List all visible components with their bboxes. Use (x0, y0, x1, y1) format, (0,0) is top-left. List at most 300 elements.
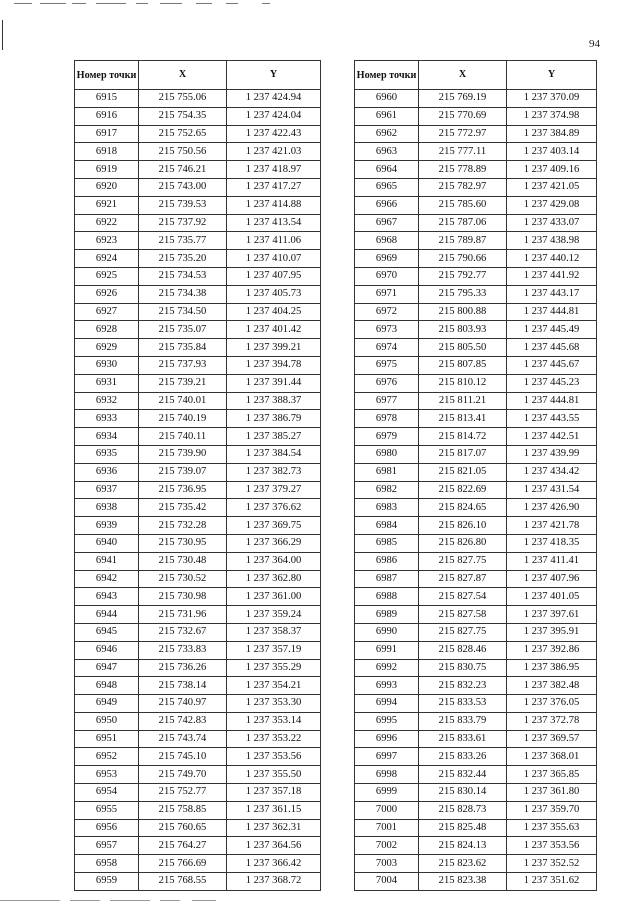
table-row (355, 374, 597, 392)
x-coordinate-cell: 215 811.21 (419, 392, 507, 410)
table-row (75, 161, 321, 179)
header-point-number: Номер точки (355, 61, 419, 90)
table-row (75, 303, 321, 321)
scan-top-marks (0, 0, 640, 8)
table-row (355, 855, 597, 873)
y-coordinate-cell: 1 237 353.56 (227, 748, 321, 766)
point-number-cell: 6919 (75, 161, 139, 179)
table-row (355, 303, 597, 321)
table-row (75, 196, 321, 214)
header-y: Y (507, 61, 597, 90)
y-coordinate-cell: 1 237 384.89 (507, 125, 597, 143)
x-coordinate-cell: 215 755.06 (139, 90, 227, 108)
x-coordinate-cell: 215 822.69 (419, 481, 507, 499)
point-number-cell: 6923 (75, 232, 139, 250)
y-coordinate-cell: 1 237 391.44 (227, 374, 321, 392)
point-number-cell: 6942 (75, 570, 139, 588)
point-number-cell: 6988 (355, 588, 419, 606)
x-coordinate-cell: 215 737.92 (139, 214, 227, 232)
point-number-cell: 6951 (75, 730, 139, 748)
point-number-cell: 6991 (355, 641, 419, 659)
x-coordinate-cell: 215 817.07 (419, 445, 507, 463)
x-coordinate-cell: 215 730.98 (139, 588, 227, 606)
y-coordinate-cell: 1 237 424.04 (227, 107, 321, 125)
table-row (75, 819, 321, 837)
table-row (75, 267, 321, 285)
y-coordinate-cell: 1 237 421.03 (227, 143, 321, 161)
y-coordinate-cell: 1 237 355.29 (227, 659, 321, 677)
y-coordinate-cell: 1 237 362.80 (227, 570, 321, 588)
point-number-cell: 6976 (355, 374, 419, 392)
point-number-cell: 6959 (75, 873, 139, 891)
table-row (355, 196, 597, 214)
x-coordinate-cell: 215 752.65 (139, 125, 227, 143)
point-number-cell: 6948 (75, 677, 139, 695)
x-coordinate-cell: 215 807.85 (419, 356, 507, 374)
table-row (75, 463, 321, 481)
point-number-cell: 6962 (355, 125, 419, 143)
table-row (75, 214, 321, 232)
y-coordinate-cell: 1 237 444.81 (507, 303, 597, 321)
table-row (355, 232, 597, 250)
point-number-cell: 6938 (75, 499, 139, 517)
y-coordinate-cell: 1 237 370.09 (507, 90, 597, 108)
x-coordinate-cell: 215 764.27 (139, 837, 227, 855)
point-number-cell: 6950 (75, 712, 139, 730)
y-coordinate-cell: 1 237 385.27 (227, 428, 321, 446)
point-number-cell: 6921 (75, 196, 139, 214)
x-coordinate-cell: 215 792.77 (419, 267, 507, 285)
table-row (75, 855, 321, 873)
y-coordinate-cell: 1 237 369.57 (507, 730, 597, 748)
table-row (355, 481, 597, 499)
table-row (75, 232, 321, 250)
point-number-cell: 6917 (75, 125, 139, 143)
y-coordinate-cell: 1 237 401.05 (507, 588, 597, 606)
table-row (355, 784, 597, 802)
y-coordinate-cell: 1 237 361.80 (507, 784, 597, 802)
y-coordinate-cell: 1 237 361.00 (227, 588, 321, 606)
point-number-cell: 6974 (355, 339, 419, 357)
point-number-cell: 6973 (355, 321, 419, 339)
table-row (75, 285, 321, 303)
y-coordinate-cell: 1 237 443.55 (507, 410, 597, 428)
table-row (75, 623, 321, 641)
point-number-cell: 6990 (355, 623, 419, 641)
table-row (75, 677, 321, 695)
table-row (75, 784, 321, 802)
point-number-cell: 6982 (355, 481, 419, 499)
y-coordinate-cell: 1 237 431.54 (507, 481, 597, 499)
x-coordinate-cell: 215 825.48 (419, 819, 507, 837)
y-coordinate-cell: 1 237 407.95 (227, 267, 321, 285)
point-number-cell: 6930 (75, 356, 139, 374)
y-coordinate-cell: 1 237 376.05 (507, 695, 597, 713)
x-coordinate-cell: 215 833.26 (419, 748, 507, 766)
table-row (355, 837, 597, 855)
table-row (355, 570, 597, 588)
point-number-cell: 6980 (355, 445, 419, 463)
table-row (75, 356, 321, 374)
point-number-cell: 7001 (355, 819, 419, 837)
x-coordinate-cell: 215 735.77 (139, 232, 227, 250)
table-row (355, 641, 597, 659)
table-row (75, 339, 321, 357)
y-coordinate-cell: 1 237 372.78 (507, 712, 597, 730)
table-row (75, 374, 321, 392)
table-row (355, 517, 597, 535)
y-coordinate-cell: 1 237 386.79 (227, 410, 321, 428)
y-coordinate-cell: 1 237 421.05 (507, 178, 597, 196)
table-row (75, 392, 321, 410)
point-number-cell: 6943 (75, 588, 139, 606)
x-coordinate-cell: 215 810.12 (419, 374, 507, 392)
point-number-cell: 6939 (75, 517, 139, 535)
table-row (75, 552, 321, 570)
y-coordinate-cell: 1 237 388.37 (227, 392, 321, 410)
y-coordinate-cell: 1 237 410.07 (227, 250, 321, 268)
x-coordinate-cell: 215 739.07 (139, 463, 227, 481)
x-coordinate-cell: 215 750.56 (139, 143, 227, 161)
table-row (75, 143, 321, 161)
table-body-left (75, 90, 321, 891)
point-number-cell: 6986 (355, 552, 419, 570)
table-row (355, 250, 597, 268)
x-coordinate-cell: 215 734.38 (139, 285, 227, 303)
table-row (355, 534, 597, 552)
point-number-cell: 6970 (355, 267, 419, 285)
point-number-cell: 6975 (355, 356, 419, 374)
table-row (75, 499, 321, 517)
y-coordinate-cell: 1 237 354.21 (227, 677, 321, 695)
x-coordinate-cell: 215 739.53 (139, 196, 227, 214)
table-row (75, 748, 321, 766)
x-coordinate-cell: 215 824.13 (419, 837, 507, 855)
x-coordinate-cell: 215 742.83 (139, 712, 227, 730)
y-coordinate-cell: 1 237 395.91 (507, 623, 597, 641)
scan-left-rule (2, 20, 3, 50)
table-row (355, 659, 597, 677)
header-y: Y (227, 61, 321, 90)
table-row (355, 285, 597, 303)
x-coordinate-cell: 215 740.97 (139, 695, 227, 713)
table-row (75, 606, 321, 624)
y-coordinate-cell: 1 237 392.86 (507, 641, 597, 659)
coordinates-table-left (74, 60, 321, 891)
x-coordinate-cell: 215 833.53 (419, 695, 507, 713)
y-coordinate-cell: 1 237 424.94 (227, 90, 321, 108)
point-number-cell: 6960 (355, 90, 419, 108)
table-row (75, 410, 321, 428)
table-row (355, 695, 597, 713)
point-number-cell: 6966 (355, 196, 419, 214)
x-coordinate-cell: 215 832.44 (419, 766, 507, 784)
y-coordinate-cell: 1 237 355.50 (227, 766, 321, 784)
x-coordinate-cell: 215 734.50 (139, 303, 227, 321)
point-number-cell: 6947 (75, 659, 139, 677)
table-row (75, 517, 321, 535)
table-row (355, 499, 597, 517)
point-number-cell: 6915 (75, 90, 139, 108)
point-number-cell: 6967 (355, 214, 419, 232)
x-coordinate-cell: 215 790.66 (419, 250, 507, 268)
point-number-cell: 7002 (355, 837, 419, 855)
y-coordinate-cell: 1 237 429.08 (507, 196, 597, 214)
y-coordinate-cell: 1 237 353.30 (227, 695, 321, 713)
x-coordinate-cell: 215 833.79 (419, 712, 507, 730)
table-row (355, 606, 597, 624)
table-row (75, 481, 321, 499)
point-number-cell: 6941 (75, 552, 139, 570)
y-coordinate-cell: 1 237 417.27 (227, 178, 321, 196)
table-row (75, 837, 321, 855)
point-number-cell: 6958 (75, 855, 139, 873)
y-coordinate-cell: 1 237 418.35 (507, 534, 597, 552)
y-coordinate-cell: 1 237 414.88 (227, 196, 321, 214)
point-number-cell: 6998 (355, 766, 419, 784)
x-coordinate-cell: 215 827.75 (419, 552, 507, 570)
table-row (75, 125, 321, 143)
point-number-cell: 6940 (75, 534, 139, 552)
point-number-cell: 6926 (75, 285, 139, 303)
x-coordinate-cell: 215 823.62 (419, 855, 507, 873)
y-coordinate-cell: 1 237 440.12 (507, 250, 597, 268)
point-number-cell: 6934 (75, 428, 139, 446)
point-number-cell: 7000 (355, 801, 419, 819)
x-coordinate-cell: 215 760.65 (139, 819, 227, 837)
x-coordinate-cell: 215 821.05 (419, 463, 507, 481)
x-coordinate-cell: 215 736.26 (139, 659, 227, 677)
x-coordinate-cell: 215 833.61 (419, 730, 507, 748)
table-row (75, 570, 321, 588)
table-row (355, 392, 597, 410)
x-coordinate-cell: 215 768.55 (139, 873, 227, 891)
point-number-cell: 6977 (355, 392, 419, 410)
table-row (75, 695, 321, 713)
point-number-cell: 6985 (355, 534, 419, 552)
x-coordinate-cell: 215 827.75 (419, 623, 507, 641)
y-coordinate-cell: 1 237 443.17 (507, 285, 597, 303)
y-coordinate-cell: 1 237 358.37 (227, 623, 321, 641)
x-coordinate-cell: 215 752.77 (139, 784, 227, 802)
y-coordinate-cell: 1 237 374.98 (507, 107, 597, 125)
point-number-cell: 6984 (355, 517, 419, 535)
x-coordinate-cell: 215 827.87 (419, 570, 507, 588)
header-point-number: Номер точки (75, 61, 139, 90)
point-number-cell: 6979 (355, 428, 419, 446)
table-row (355, 267, 597, 285)
point-number-cell: 6928 (75, 321, 139, 339)
x-coordinate-cell: 215 734.53 (139, 267, 227, 285)
point-number-cell: 6946 (75, 641, 139, 659)
table-row (75, 766, 321, 784)
point-number-cell: 7003 (355, 855, 419, 873)
table-row (355, 214, 597, 232)
table-row (355, 873, 597, 891)
x-coordinate-cell: 215 745.10 (139, 748, 227, 766)
y-coordinate-cell: 1 237 361.15 (227, 801, 321, 819)
point-number-cell: 6963 (355, 143, 419, 161)
table-row (355, 125, 597, 143)
y-coordinate-cell: 1 237 368.01 (507, 748, 597, 766)
y-coordinate-cell: 1 237 379.27 (227, 481, 321, 499)
point-number-cell: 6956 (75, 819, 139, 837)
y-coordinate-cell: 1 237 434.42 (507, 463, 597, 481)
x-coordinate-cell: 215 749.70 (139, 766, 227, 784)
point-number-cell: 6944 (75, 606, 139, 624)
x-coordinate-cell: 215 740.01 (139, 392, 227, 410)
table-row (75, 712, 321, 730)
point-number-cell: 6922 (75, 214, 139, 232)
x-coordinate-cell: 215 823.38 (419, 873, 507, 891)
y-coordinate-cell: 1 237 376.62 (227, 499, 321, 517)
table-row (75, 321, 321, 339)
point-number-cell: 6954 (75, 784, 139, 802)
point-number-cell: 6924 (75, 250, 139, 268)
table-row (75, 534, 321, 552)
x-coordinate-cell: 215 795.33 (419, 285, 507, 303)
table-row (355, 766, 597, 784)
y-coordinate-cell: 1 237 353.14 (227, 712, 321, 730)
x-coordinate-cell: 215 828.46 (419, 641, 507, 659)
y-coordinate-cell: 1 237 357.19 (227, 641, 321, 659)
y-coordinate-cell: 1 237 386.95 (507, 659, 597, 677)
x-coordinate-cell: 215 814.72 (419, 428, 507, 446)
y-coordinate-cell: 1 237 352.52 (507, 855, 597, 873)
table-row (355, 356, 597, 374)
point-number-cell: 6945 (75, 623, 139, 641)
x-coordinate-cell: 215 830.14 (419, 784, 507, 802)
y-coordinate-cell: 1 237 359.70 (507, 801, 597, 819)
x-coordinate-cell: 215 803.93 (419, 321, 507, 339)
table-body-right (355, 90, 597, 891)
y-coordinate-cell: 1 237 441.92 (507, 267, 597, 285)
x-coordinate-cell: 215 743.74 (139, 730, 227, 748)
point-number-cell: 6935 (75, 445, 139, 463)
table-row (75, 445, 321, 463)
page-number: 94 (589, 38, 600, 50)
point-number-cell: 6996 (355, 730, 419, 748)
point-number-cell: 6965 (355, 178, 419, 196)
y-coordinate-cell: 1 237 384.54 (227, 445, 321, 463)
point-number-cell: 6968 (355, 232, 419, 250)
point-number-cell: 6992 (355, 659, 419, 677)
x-coordinate-cell: 215 739.21 (139, 374, 227, 392)
y-coordinate-cell: 1 237 426.90 (507, 499, 597, 517)
table-row (75, 801, 321, 819)
header-x: X (139, 61, 227, 90)
y-coordinate-cell: 1 237 365.85 (507, 766, 597, 784)
point-number-cell: 6972 (355, 303, 419, 321)
x-coordinate-cell: 215 789.87 (419, 232, 507, 250)
table-row (75, 90, 321, 108)
y-coordinate-cell: 1 237 401.42 (227, 321, 321, 339)
point-number-cell: 6925 (75, 267, 139, 285)
y-coordinate-cell: 1 237 433.07 (507, 214, 597, 232)
point-number-cell: 6971 (355, 285, 419, 303)
y-coordinate-cell: 1 237 445.68 (507, 339, 597, 357)
y-coordinate-cell: 1 237 407.96 (507, 570, 597, 588)
header-x: X (419, 61, 507, 90)
x-coordinate-cell: 215 736.95 (139, 481, 227, 499)
y-coordinate-cell: 1 237 355.63 (507, 819, 597, 837)
point-number-cell: 6989 (355, 606, 419, 624)
table-row (355, 143, 597, 161)
scan-bottom-marks (0, 898, 640, 904)
x-coordinate-cell: 215 832.23 (419, 677, 507, 695)
point-number-cell: 6969 (355, 250, 419, 268)
y-coordinate-cell: 1 237 351.62 (507, 873, 597, 891)
x-coordinate-cell: 215 758.85 (139, 801, 227, 819)
table-row (75, 428, 321, 446)
x-coordinate-cell: 215 769.19 (419, 90, 507, 108)
x-coordinate-cell: 215 826.80 (419, 534, 507, 552)
y-coordinate-cell: 1 237 439.99 (507, 445, 597, 463)
y-coordinate-cell: 1 237 405.73 (227, 285, 321, 303)
point-number-cell: 6995 (355, 712, 419, 730)
x-coordinate-cell: 215 800.88 (419, 303, 507, 321)
table-row (75, 659, 321, 677)
coordinates-table-right (354, 60, 597, 891)
x-coordinate-cell: 215 766.69 (139, 855, 227, 873)
x-coordinate-cell: 215 730.95 (139, 534, 227, 552)
table-row (355, 321, 597, 339)
y-coordinate-cell: 1 237 353.56 (507, 837, 597, 855)
point-number-cell: 6933 (75, 410, 139, 428)
y-coordinate-cell: 1 237 366.42 (227, 855, 321, 873)
x-coordinate-cell: 215 805.50 (419, 339, 507, 357)
y-coordinate-cell: 1 237 382.48 (507, 677, 597, 695)
point-number-cell: 6937 (75, 481, 139, 499)
point-number-cell: 6983 (355, 499, 419, 517)
y-coordinate-cell: 1 237 403.14 (507, 143, 597, 161)
y-coordinate-cell: 1 237 366.29 (227, 534, 321, 552)
y-coordinate-cell: 1 237 364.56 (227, 837, 321, 855)
table-row (355, 161, 597, 179)
x-coordinate-cell: 215 787.06 (419, 214, 507, 232)
x-coordinate-cell: 215 772.97 (419, 125, 507, 143)
y-coordinate-cell: 1 237 411.41 (507, 552, 597, 570)
x-coordinate-cell: 215 733.83 (139, 641, 227, 659)
table-row (355, 410, 597, 428)
x-coordinate-cell: 215 731.96 (139, 606, 227, 624)
table-row (355, 552, 597, 570)
table-header-row (75, 61, 321, 90)
x-coordinate-cell: 215 739.90 (139, 445, 227, 463)
x-coordinate-cell: 215 743.00 (139, 178, 227, 196)
y-coordinate-cell: 1 237 364.00 (227, 552, 321, 570)
y-coordinate-cell: 1 237 394.78 (227, 356, 321, 374)
y-coordinate-cell: 1 237 353.22 (227, 730, 321, 748)
y-coordinate-cell: 1 237 418.97 (227, 161, 321, 179)
x-coordinate-cell: 215 827.58 (419, 606, 507, 624)
point-number-cell: 6931 (75, 374, 139, 392)
x-coordinate-cell: 215 732.28 (139, 517, 227, 535)
x-coordinate-cell: 215 735.84 (139, 339, 227, 357)
table-row (75, 107, 321, 125)
x-coordinate-cell: 215 826.10 (419, 517, 507, 535)
x-coordinate-cell: 215 785.60 (419, 196, 507, 214)
table-row (75, 641, 321, 659)
point-number-cell: 6936 (75, 463, 139, 481)
point-number-cell: 6920 (75, 178, 139, 196)
x-coordinate-cell: 215 777.11 (419, 143, 507, 161)
point-number-cell: 6949 (75, 695, 139, 713)
y-coordinate-cell: 1 237 399.21 (227, 339, 321, 357)
x-coordinate-cell: 215 778.89 (419, 161, 507, 179)
x-coordinate-cell: 215 730.52 (139, 570, 227, 588)
point-number-cell: 6952 (75, 748, 139, 766)
